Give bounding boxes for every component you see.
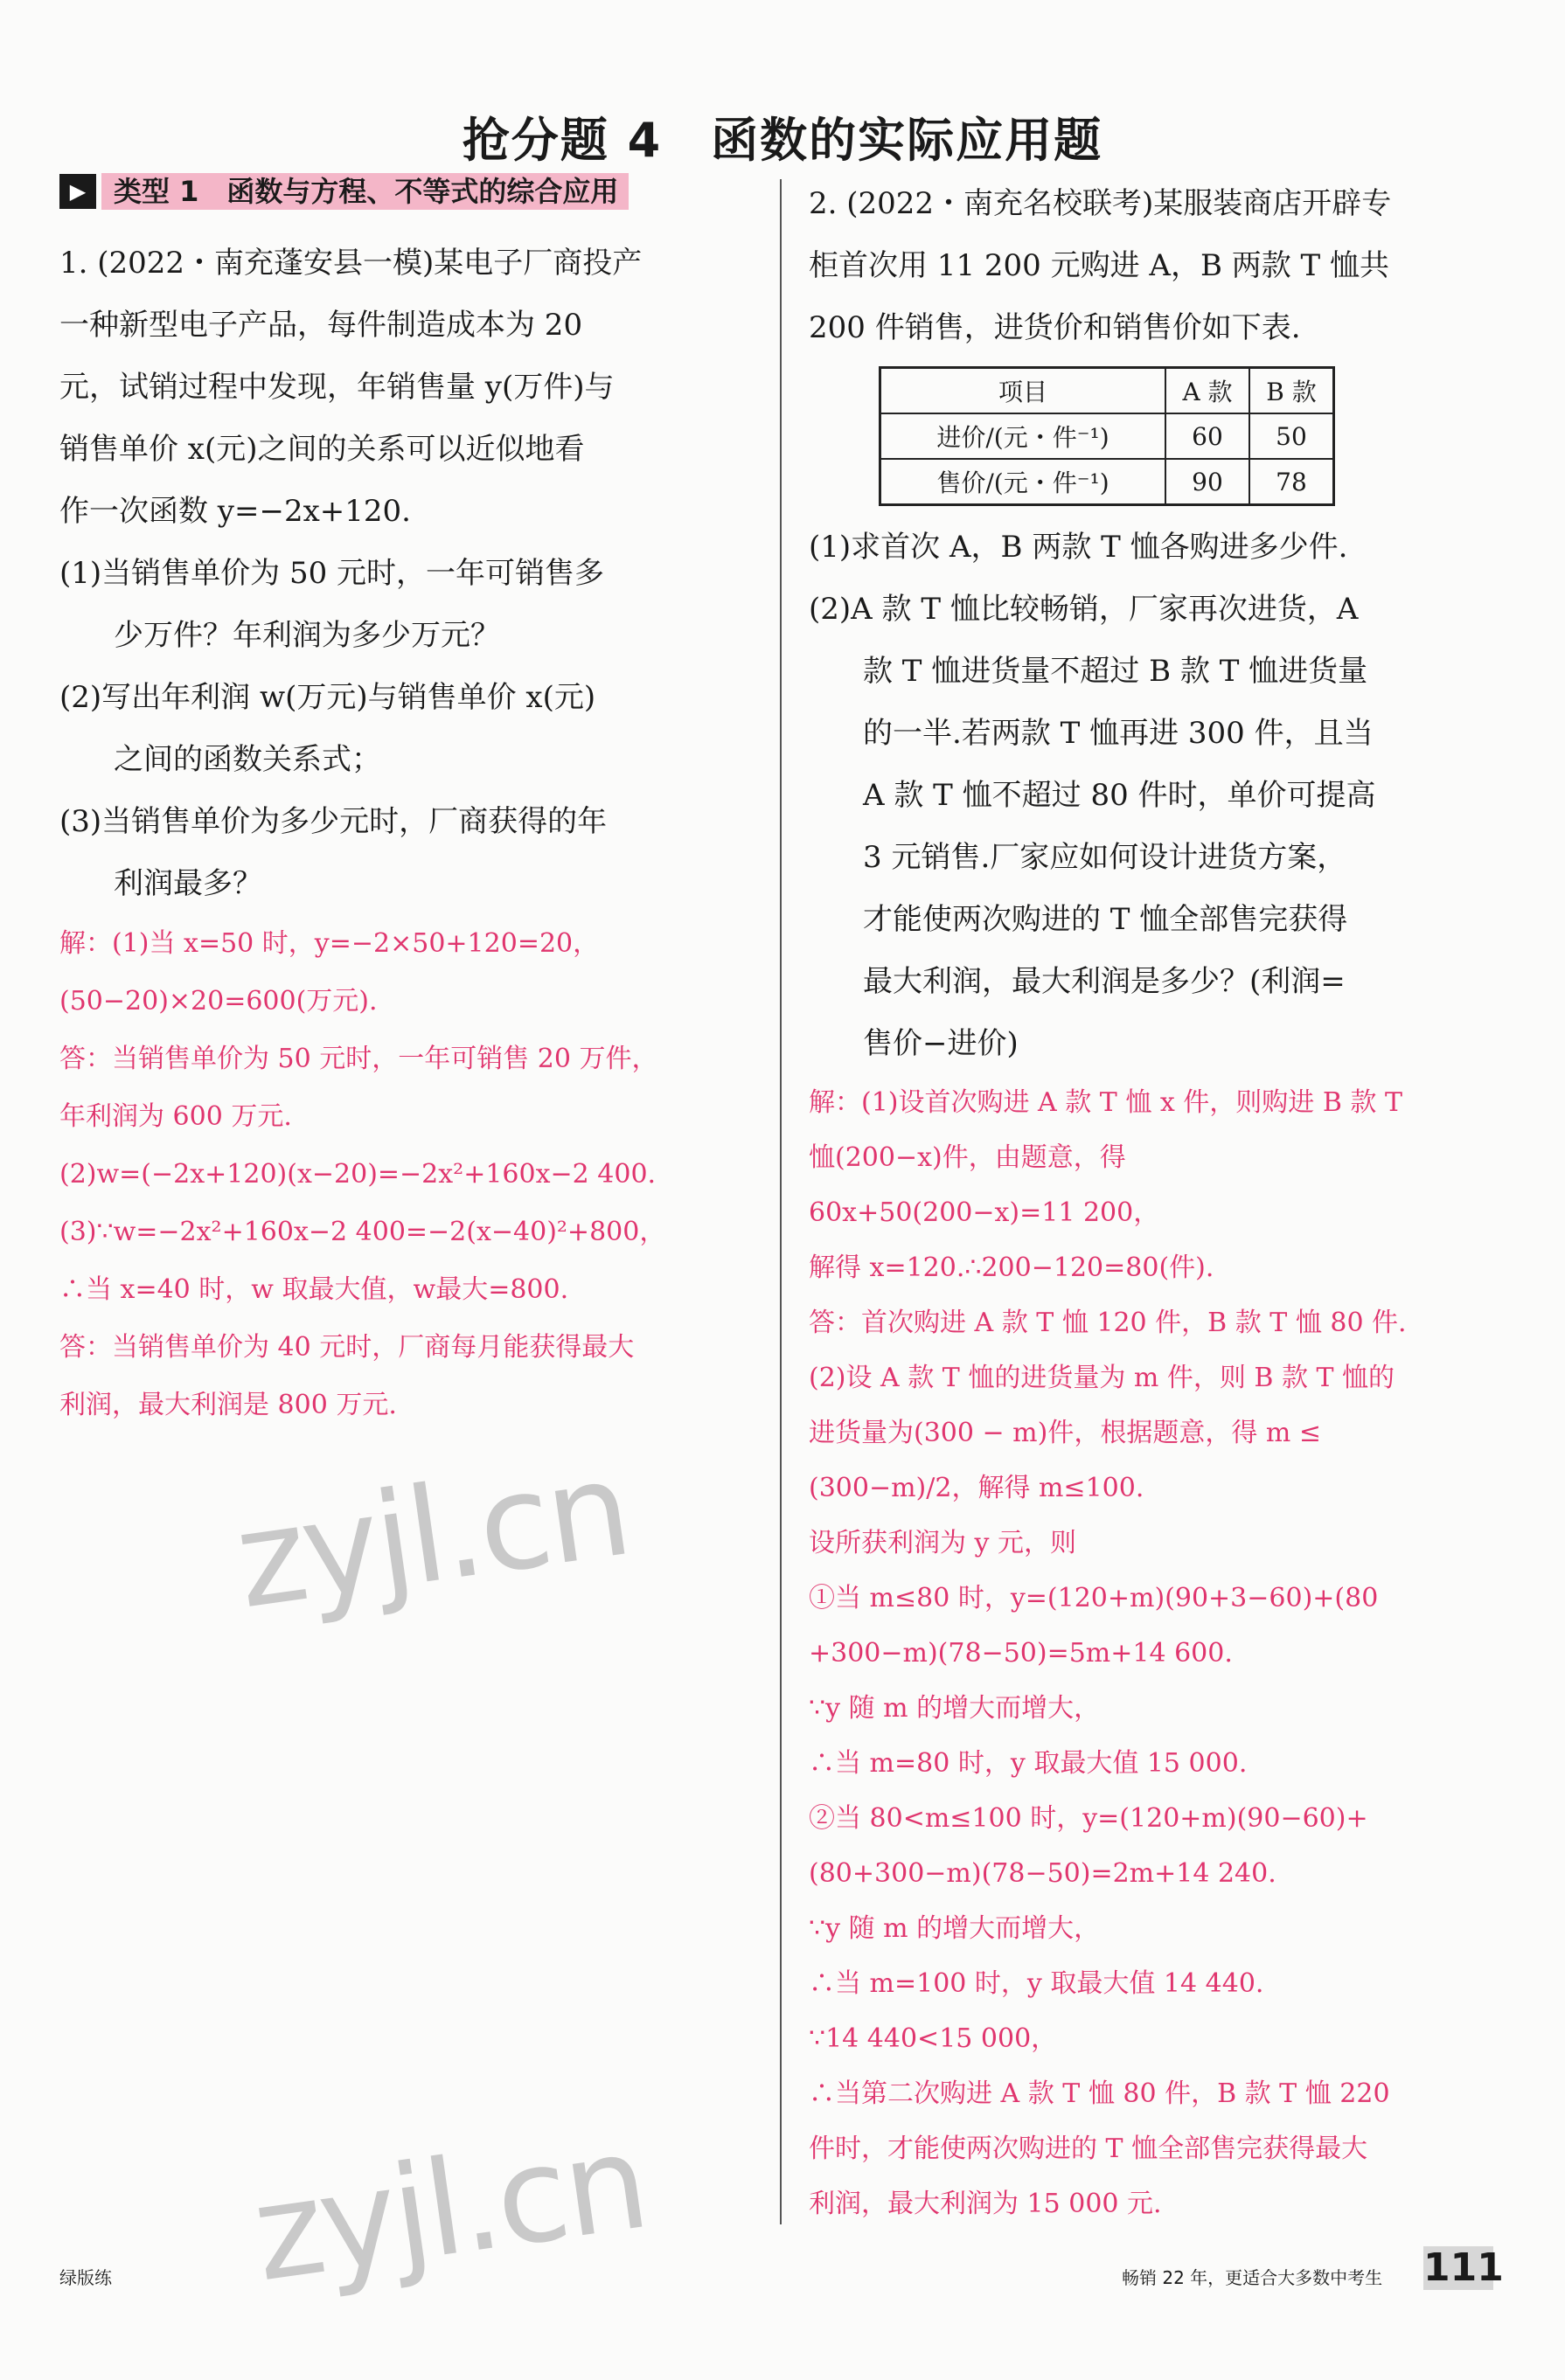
type-header <box>59 173 750 210</box>
a2-line: ∵y 随 m 的增大而增大， <box>809 1693 1101 1724</box>
type-label: 类型 1 函数与方程、不等式的综合应用 <box>101 173 629 210</box>
a2-line: ∴当第二次购进 A 款 T 恤 80 件，B 款 T 恤 220 <box>809 2078 1390 2109</box>
table-cell: 90 <box>1165 459 1249 505</box>
q1-line: 之间的函数关系式； <box>114 742 381 777</box>
table-header-cell: 项目 <box>880 368 1166 414</box>
table-header-row <box>880 368 1334 414</box>
q1-line: 作一次函数 y=−2x+120. <box>59 494 411 529</box>
column-divider <box>780 179 782 2224</box>
a2-line: 恤(200−x)件，由题意，得 <box>809 1142 1126 1173</box>
q2-line: 售价−进价) <box>863 1026 1019 1061</box>
table-cell: 50 <box>1249 413 1334 459</box>
a2-line: 解：(1)设首次购进 A 款 T 恤 x 件，则购进 B 款 T <box>809 1087 1402 1118</box>
footer-slogan: 畅销 22 年，更适合大多数中考生 <box>1122 2267 1383 2288</box>
table-header-cell: A 款 <box>1165 368 1249 414</box>
a2-line: (2)设 A 款 T 恤的进货量为 m 件，则 B 款 T 恤的 <box>809 1363 1395 1393</box>
a2-line: 件时，才能使两次购进的 T 恤全部售完获得最大 <box>809 2134 1368 2164</box>
question-2 <box>809 173 1508 359</box>
q2-line: 3 元销售.厂家应如何设计进货方案， <box>863 840 1347 875</box>
page-title: 抢分题 4 函数的实际应用题 <box>462 113 1103 168</box>
q2-part-2: (2)A 款 T 恤比较畅销，厂家再次进货，A <box>809 592 1359 627</box>
a2-line: +300−m)(78−50)=5m+14 600. <box>809 1638 1233 1669</box>
a1-line: (2)w=(−2x+120)(x−20)=−2x²+160x−2 400. <box>59 1159 657 1190</box>
q2-line: 柜首次用 11 200 元购进 A，B 两款 T 恤共 <box>809 248 1390 283</box>
table-cell: 售价/(元・件⁻¹) <box>880 459 1166 505</box>
table-header-cell: B 款 <box>1249 368 1334 414</box>
a2-line: (80+300−m)(78−50)=2m+14 240. <box>809 1858 1276 1889</box>
table-cell: 78 <box>1249 459 1334 505</box>
a2-line: ①当 m≤80 时，y=(120+m)(90+3−60)+(80 <box>809 1583 1379 1613</box>
a1-line: ∴当 x=40 时，w 取最大值，w最大=800. <box>59 1274 569 1305</box>
a2-line: 60x+50(200−x)=11 200， <box>809 1197 1160 1228</box>
page-number: 111 <box>1423 2245 1504 2290</box>
price-table <box>879 366 1335 506</box>
a1-line: (3)∵w=−2x²+160x−2 400=−2(x−40)²+800， <box>59 1217 666 1247</box>
q2-part-1: (1)求首次 A，B 两款 T 恤各购进多少件. <box>809 530 1348 565</box>
q1-line: 一种新型电子产品，每件制造成本为 20 <box>59 308 583 343</box>
footer-brand: 绿版练 <box>59 2267 112 2288</box>
q2-line: 最大利润，最大利润是多少？(利润= <box>863 964 1346 999</box>
question-2-parts <box>809 517 1508 1075</box>
a2-line: 解得 x=120.∴200−120=80(件). <box>809 1252 1214 1283</box>
watermark: zyjl.cn <box>245 2106 655 2312</box>
a1-line: 年利润为 600 万元. <box>59 1101 292 1132</box>
a2-line: (300−m)/2，解得 m≤100. <box>809 1473 1144 1503</box>
a2-line: ∵14 440<15 000， <box>809 2023 1058 2054</box>
q1-line: 利润最多？ <box>114 866 262 901</box>
a1-line: 解：(1)当 x=50 时，y=−2×50+120=20， <box>59 928 600 959</box>
a2-line: ∴当 m=100 时，y 取最大值 14 440. <box>809 1968 1264 1999</box>
a2-line: 利润，最大利润为 15 000 元. <box>809 2189 1162 2219</box>
q2-line: 才能使两次购进的 T 恤全部售完获得 <box>863 902 1348 937</box>
q1-line: 1. (2022・南充蓬安县一模)某电子厂商投产 <box>59 246 643 281</box>
a2-line: 设所获利润为 y 元，则 <box>809 1528 1077 1558</box>
a2-line: 进货量为(300 − m)件，根据题意，得 m ≤ <box>809 1418 1321 1448</box>
a1-line: (50−20)×20=600(万元). <box>59 986 378 1017</box>
a1-line: 答：当销售单价为 50 元时，一年可销售 20 万件， <box>59 1044 658 1074</box>
q2-line: 2. (2022・南充名校联考)某服装商店开辟专 <box>809 186 1392 221</box>
watermark: zyjl.cn <box>227 1433 637 1639</box>
q1-part-2: (2)写出年利润 w(万元)与销售单价 x(元) <box>59 680 596 715</box>
a2-line: ∵y 随 m 的增大而增大， <box>809 1913 1101 1944</box>
answer-2 <box>809 1075 1508 2231</box>
play-arrow-icon: ▶ <box>59 174 96 209</box>
table-row <box>880 413 1334 459</box>
table-row <box>880 459 1334 505</box>
question-1 <box>59 232 750 915</box>
q1-line: 少万件？年利润为多少万元？ <box>114 618 500 653</box>
q1-line: 元，试销过程中发现，年销售量 y(万件)与 <box>59 370 615 405</box>
q2-line: A 款 T 恤不超过 80 件时，单价可提高 <box>863 778 1376 813</box>
q1-part-3: (3)当销售单价为多少元时，厂商获得的年 <box>59 804 608 839</box>
a2-line: 答：首次购进 A 款 T 恤 120 件，B 款 T 恤 80 件. <box>809 1308 1407 1338</box>
q1-line: 销售单价 x(元)之间的关系可以近似地看 <box>59 432 585 467</box>
q2-line: 200 件销售，进货价和销售价如下表. <box>809 310 1301 345</box>
a1-line: 利润，最大利润是 800 万元. <box>59 1390 397 1420</box>
right-column <box>809 173 1508 2231</box>
q1-part-1: (1)当销售单价为 50 元时，一年可销售多 <box>59 556 605 591</box>
table-cell: 进价/(元・件⁻¹) <box>880 413 1166 459</box>
q2-line: 的一半.若两款 T 恤再进 300 件，且当 <box>863 716 1374 751</box>
answer-1 <box>59 915 750 1434</box>
a2-line: ②当 80<m≤100 时，y=(120+m)(90−60)+ <box>809 1803 1368 1834</box>
table-cell: 60 <box>1165 413 1249 459</box>
a2-line: ∴当 m=80 时，y 取最大值 15 000. <box>809 1748 1248 1779</box>
a1-line: 答：当销售单价为 40 元时，厂商每月能获得最大 <box>59 1332 635 1363</box>
q2-line: 款 T 恤进货量不超过 B 款 T 恤进货量 <box>863 654 1368 689</box>
left-column <box>59 173 750 1434</box>
